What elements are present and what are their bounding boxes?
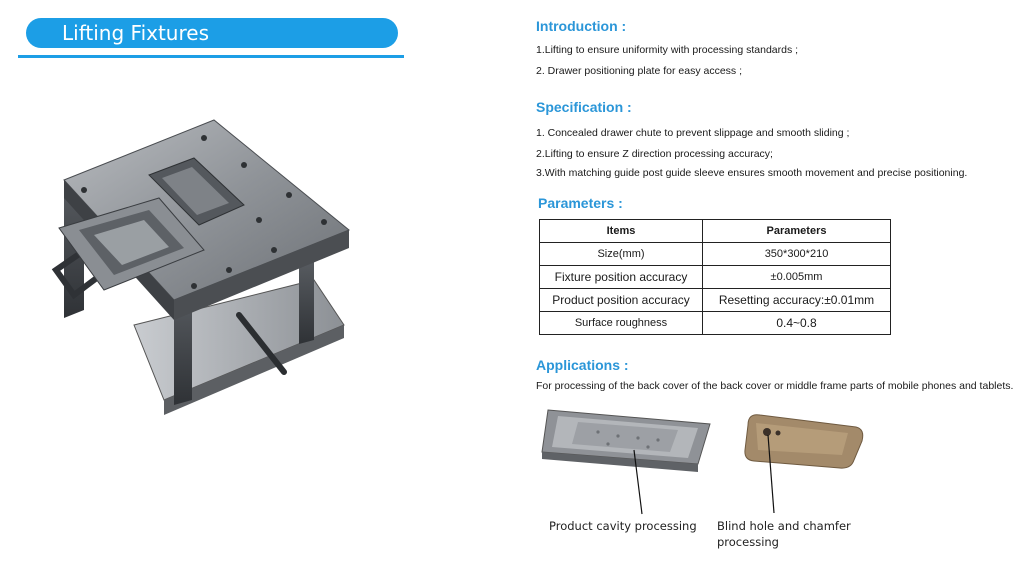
intro-item-2: 2. Drawer positioning plate for easy access ; bbox=[536, 65, 743, 77]
applications-description: For processing of the back cover of the back cover or middle frame parts of mobile phones and tablets. bbox=[536, 380, 1014, 392]
table-row bbox=[540, 289, 891, 312]
applications-heading: Applications : bbox=[536, 357, 629, 373]
phone-back-cover-image bbox=[738, 405, 868, 520]
parameters-table bbox=[539, 219, 891, 335]
caption-blind-hole-line2: processing bbox=[717, 535, 779, 549]
parameters-heading: Parameters : bbox=[538, 195, 623, 211]
caption-product-cavity: Product cavity processing bbox=[549, 519, 697, 533]
table-cell: Size(mm) bbox=[540, 243, 703, 266]
introduction-heading: Introduction : bbox=[536, 18, 627, 34]
intro-item-1: 1.Lifting to ensure uniformity with processing standards ; bbox=[536, 44, 799, 56]
table-cell: 350*300*210 bbox=[703, 243, 891, 266]
spec-item-1: 1. Concealed drawer chute to prevent slippage and smooth sliding ; bbox=[536, 127, 850, 139]
table-cell: 0.4~0.8 bbox=[703, 312, 891, 335]
table-row bbox=[540, 243, 891, 266]
table-cell: Surface roughness bbox=[540, 312, 703, 335]
table-row bbox=[540, 266, 891, 289]
title-underline bbox=[18, 55, 404, 58]
table-cell: Resetting accuracy:±0.01mm bbox=[703, 289, 891, 312]
page-title-banner bbox=[26, 18, 398, 48]
spec-item-2: 2.Lifting to ensure Z direction processing accuracy; bbox=[536, 148, 773, 160]
caption-blind-hole-line1: Blind hole and chamfer bbox=[717, 519, 851, 533]
table-header-row bbox=[540, 220, 891, 243]
table-cell: Fixture position accuracy bbox=[540, 266, 703, 289]
page-title: Lifting Fixtures bbox=[62, 21, 209, 45]
column-header-parameters: Parameters bbox=[703, 220, 891, 243]
table-cell: Product position accuracy bbox=[540, 289, 703, 312]
product-cavity-image bbox=[538, 402, 718, 522]
table-row bbox=[540, 312, 891, 335]
spec-item-3: 3.With matching guide post guide sleeve ensures smooth movement and precise positioning. bbox=[536, 167, 968, 179]
table-cell: ±0.005mm bbox=[703, 266, 891, 289]
lifting-fixture-image bbox=[44, 110, 364, 420]
specification-heading: Specification : bbox=[536, 99, 632, 115]
column-header-items: Items bbox=[540, 220, 703, 243]
